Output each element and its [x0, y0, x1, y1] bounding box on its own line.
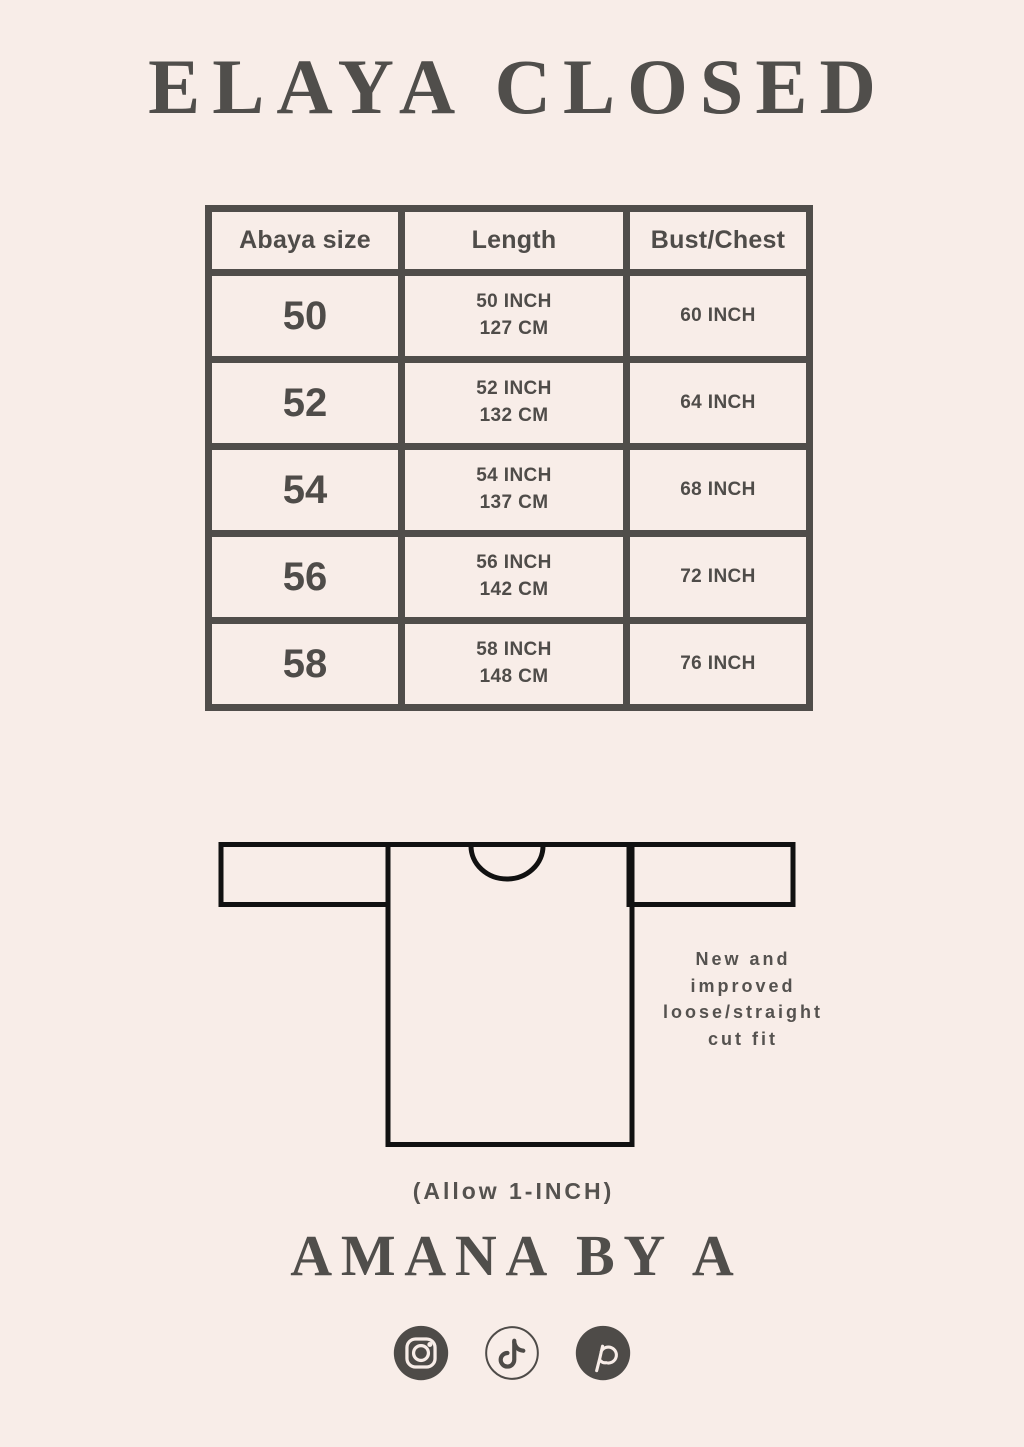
- brand-name: AMANA BY A: [290, 1223, 743, 1288]
- size-value: 58: [209, 621, 402, 708]
- length-value: [402, 273, 627, 360]
- length-cm: 127 CM: [479, 318, 549, 339]
- bust-value: 72 INCH: [627, 534, 810, 621]
- table-header-row: [209, 209, 810, 273]
- instagram-icon[interactable]: [392, 1324, 450, 1382]
- bust-value: 76 INCH: [627, 621, 810, 708]
- fit-note-line: improved: [690, 975, 796, 996]
- fit-note-line: loose/straight: [662, 1002, 824, 1023]
- length-value: [402, 447, 627, 534]
- size-value: 50: [209, 273, 402, 360]
- page-title: ELAYA CLOSED: [148, 43, 888, 130]
- body-outline: [388, 845, 632, 1145]
- pinterest-icon[interactable]: [574, 1324, 632, 1382]
- size-value: 54: [209, 447, 402, 534]
- length-cm: 148 CM: [479, 666, 549, 687]
- column-header-length: Length: [402, 209, 627, 273]
- length-value: [402, 360, 627, 447]
- length-inch: 54 INCH: [476, 465, 552, 487]
- bust-value: 64 INCH: [627, 360, 810, 447]
- allowance-note: (Allow 1-INCH): [412, 1178, 615, 1204]
- length-cm: 132 CM: [479, 405, 549, 426]
- tiktok-icon[interactable]: [483, 1324, 541, 1382]
- bust-value: 60 INCH: [627, 273, 810, 360]
- left-sleeve-outline: [221, 845, 388, 905]
- table-row: [209, 534, 810, 621]
- fit-note-line: cut fit: [708, 1028, 778, 1049]
- right-sleeve-outline: [629, 845, 793, 905]
- table-row: [209, 360, 810, 447]
- length-inch: 56 INCH: [476, 552, 552, 574]
- size-table: [205, 205, 813, 711]
- table-row: [209, 273, 810, 360]
- length-value: [402, 621, 627, 708]
- social-icons-row: [0, 1324, 1024, 1382]
- length-cm: 137 CM: [479, 492, 549, 513]
- size-value: 56: [209, 534, 402, 621]
- length-value: [402, 534, 627, 621]
- column-header-abaya-size: Abaya size: [209, 209, 402, 273]
- fit-note-line: New and: [695, 949, 791, 969]
- table-row: [209, 447, 810, 534]
- length-inch: 58 INCH: [476, 639, 552, 661]
- length-inch: 50 INCH: [476, 291, 552, 313]
- table-row: [209, 621, 810, 708]
- fit-note: [643, 946, 843, 1053]
- length-inch: 52 INCH: [476, 378, 552, 400]
- size-value: 52: [209, 360, 402, 447]
- length-cm: 142 CM: [479, 579, 549, 600]
- column-header-bust-chest: Bust/Chest: [627, 209, 810, 273]
- neckline-arc: [471, 846, 543, 879]
- bust-value: 68 INCH: [627, 447, 810, 534]
